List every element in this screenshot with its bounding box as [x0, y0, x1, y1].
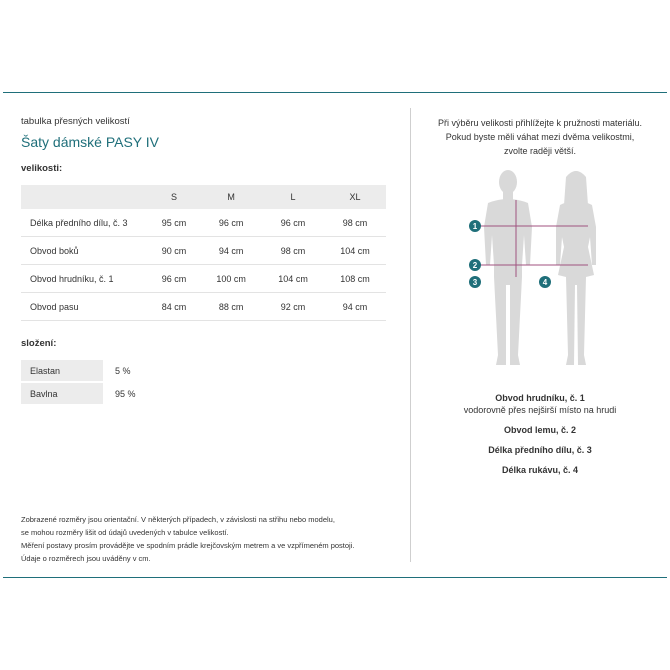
composition-table	[21, 358, 137, 406]
size-column-header: M	[200, 185, 262, 209]
note-line: Zobrazené rozměry jsou orientační. V některých případech, v závislosti na střihu nebo modelu,	[21, 515, 335, 524]
composition-row	[21, 360, 137, 381]
table-cell: 100 cm	[200, 265, 262, 293]
marker-2	[469, 259, 481, 271]
material-percentage: 5 %	[115, 365, 131, 376]
size-column-header: S	[148, 185, 200, 209]
table-cell: 108 cm	[324, 265, 386, 293]
composition-label: složení:	[21, 338, 57, 349]
row-label: Obvod pasu	[21, 293, 148, 321]
table-cell: 90 cm	[148, 237, 200, 265]
marker-3	[469, 276, 481, 288]
table-cell: 98 cm	[324, 209, 386, 237]
size-column-header: XL	[324, 185, 386, 209]
marker-1	[469, 220, 481, 232]
table-row	[21, 265, 386, 293]
table-row	[21, 293, 386, 321]
table-cell: 96 cm	[200, 209, 262, 237]
note-line: se mohou rozměry lišit od údajů uvedených v tabulce velikostí.	[21, 528, 229, 537]
marker-label: 4	[542, 278, 548, 287]
sizes-label: velikosti:	[21, 163, 63, 174]
table-cell: 92 cm	[262, 293, 324, 321]
size-notes	[21, 513, 354, 565]
row-label: Obvod hrudníku, č. 1	[21, 265, 148, 293]
size-column-header: L	[262, 185, 324, 209]
row-label: Obvod boků	[21, 237, 148, 265]
marker-label: 3	[472, 278, 478, 287]
column-divider	[410, 108, 411, 562]
row-label: Délka předního dílu, č. 3	[21, 209, 148, 237]
size-table	[21, 185, 386, 321]
material-percentage: 95 %	[115, 388, 136, 399]
legend-item-title: Délka předního dílu, č. 3	[488, 445, 592, 455]
legend-item-title: Obvod hrudníku, č. 1	[495, 393, 585, 403]
measurement-legend	[420, 393, 660, 475]
material-name: Bavlna	[21, 383, 103, 404]
table-cell: 94 cm	[324, 293, 386, 321]
note-line: Měření postavy prosím provádějte ve spodním prádle krejčovským metrem a ve vzpřímeném postoji.	[21, 541, 355, 550]
table-row	[21, 237, 386, 265]
advice-line: Pokud byste měli váhat mezi dvěma velikostmi,	[445, 132, 635, 142]
advice-line: zvolte raději větší.	[503, 146, 577, 156]
table-cell: 104 cm	[262, 265, 324, 293]
table-row	[21, 209, 386, 237]
table-cell: 98 cm	[262, 237, 324, 265]
marker-label: 2	[472, 261, 478, 270]
page-title: Šaty dámské PASY IV	[21, 134, 159, 150]
header	[21, 116, 387, 150]
sizing-advice	[420, 116, 660, 158]
female-figure	[556, 171, 596, 365]
legend-item-description: vodorovně přes nejširší místo na hrudi	[463, 405, 617, 415]
table-cell: 96 cm	[148, 265, 200, 293]
male-figure	[484, 170, 532, 365]
note-line: Údaje o rozměrech jsou uváděny v cm.	[21, 554, 151, 563]
table-cell: 96 cm	[262, 209, 324, 237]
size-table-corner	[21, 185, 148, 209]
table-cell: 84 cm	[148, 293, 200, 321]
material-name: Elastan	[21, 360, 103, 381]
marker-4	[539, 276, 551, 288]
marker-label: 1	[472, 222, 478, 231]
composition-row	[21, 383, 137, 404]
size-table-header	[21, 185, 386, 209]
table-cell: 88 cm	[200, 293, 262, 321]
legend-item-title: Obvod lemu, č. 2	[503, 425, 577, 435]
table-cell: 95 cm	[148, 209, 200, 237]
table-cell: 104 cm	[324, 237, 386, 265]
advice-line: Při výběru velikosti přihlížejte k pružnosti materiálu.	[437, 118, 643, 128]
page-subtitle: tabulka přesných velikostí	[21, 116, 130, 127]
table-cell: 94 cm	[200, 237, 262, 265]
body-measurement-illustration	[460, 165, 610, 380]
legend-item-title: Délka rukávu, č. 4	[501, 465, 579, 475]
